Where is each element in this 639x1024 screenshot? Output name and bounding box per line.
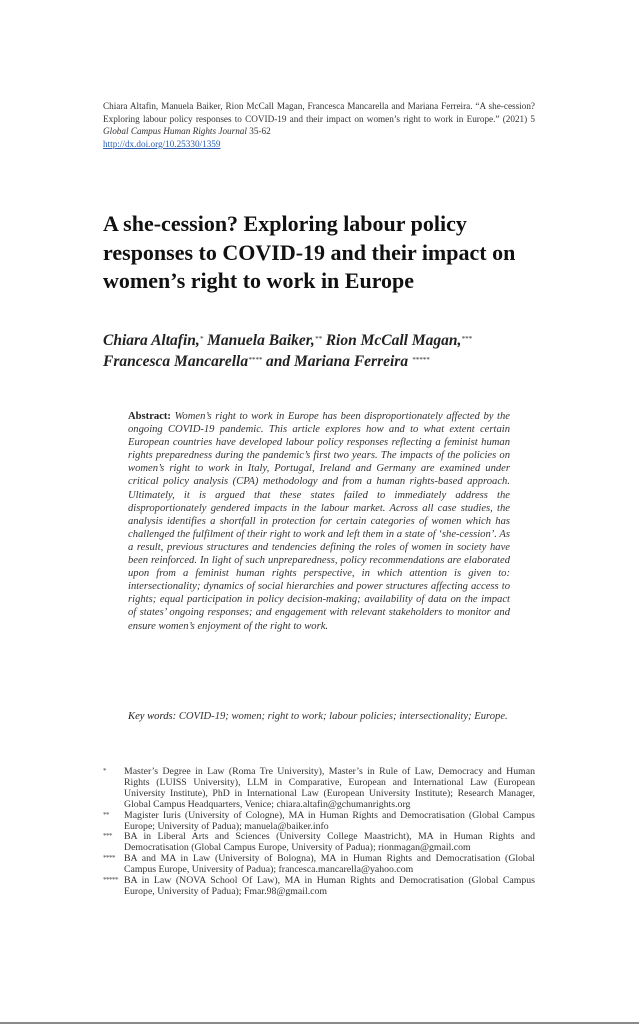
footnote-mark[interactable]: *: [199, 335, 204, 343]
footnote: [103, 876, 535, 898]
citation-text: Chiara Altafin, Manuela Baiker, Rion McCall Magan, Francesca Mancarella and Mariana Ferreira. “A she-cession? Exploring labour policy responses to COVID-19 and their impact on women’s right to work in Europe.” (2021) 5: [103, 101, 535, 124]
keywords: [128, 710, 513, 723]
author-name: and Mariana Ferreira: [265, 353, 409, 370]
keywords-label: Key words:: [128, 711, 177, 722]
footnote-text: BA in Law (NOVA School Of Law), MA in Human Rights and Democratisation (Global Campus Europe, University of Padua); Fmar.98@gmail.com: [124, 875, 535, 897]
footnote-text: BA and MA in Law (University of Bologna), MA in Human Rights and Democratisation (Global Campus Europe, University of Padua); francesca.mancarella@yahoo.com: [124, 853, 535, 876]
footnote-text: Magister Iuris (University of Cologne), MA in Human Rights and Democratisation (Global Campus Europe; University of Padua); manuela@baiker.info: [124, 809, 535, 832]
footnote-mark: *: [103, 767, 106, 775]
keywords-text: COVID-19; women; right to work; labour policies; intersectionality; Europe.: [176, 711, 508, 722]
footnote-mark: ****: [103, 854, 115, 863]
author-name: Manuela Baiker,: [207, 332, 315, 349]
footnote-mark[interactable]: ****: [248, 356, 263, 364]
article-title: A she-cession? Exploring labour policy responses to COVID-19 and their impact on women’s right to work in Europe: [103, 211, 516, 293]
footnote-mark[interactable]: **: [314, 335, 322, 343]
abstract-text: Women’s right to work in Europe has been disproportionately affected by the ongoing COVID-19 pandemic. This article explores how and to what extent certain European countries have developed labour policy responses reflecting a feminist human rights preparedness during the pandemic’s first two years. The impacts of the policies on women’s right to work in Italy, Portugal, Ireland and Germany are examined under critical policy analysis (CPA) methodology and from a human rights-based approach. Ultimately, it is argued that these states failed to immediately address the disproportionately gendered impacts in the labour market. Across all case studies, the analysis identifies a shortfall in protection for certain categories of women which has challenged the fulfilment of their right to work and left them in a state of ‘she-cession’. As a result, previous structures and tendencies defining the roles of women in society have been reinforced. In light of such unpreparedness, policy recommendations are elaborated upon from a feminist human rights perspective, in which attention is given to: intersectionality; dynamics of social hierarchies and power structures affecting access to rights; equal participation in policy decision-making; availability of data on the impact of states’ ongoing responses; and engagement with relevant stakeholders to monitor and ensure women’s enjoyment of the right to work.: [128, 411, 510, 632]
footnote-mark: ***: [103, 832, 112, 841]
footnotes: [103, 767, 535, 898]
footnote: [103, 854, 535, 876]
footnote: [103, 811, 535, 833]
footnote: [103, 767, 535, 811]
citation-journal: Global Campus Human Rights Journal: [103, 126, 247, 137]
author-name: Chiara Altafin,: [103, 332, 200, 349]
citation-block: [103, 100, 535, 150]
author-name: Francesca Mancarella: [103, 353, 249, 370]
footnote-mark: **: [103, 810, 109, 819]
citation-pages: 35-62: [246, 126, 271, 137]
doi-link[interactable]: http://dx.doi.org/10.25330/1359: [103, 138, 221, 149]
author-name: Rion McCall Magan,: [325, 332, 462, 349]
footnote: [103, 832, 535, 854]
footnote-mark[interactable]: *****: [411, 356, 430, 364]
footnote-mark: *****: [103, 876, 118, 885]
author-list: [103, 330, 543, 372]
footnote-mark[interactable]: ***: [461, 335, 472, 343]
footnote-text: BA in Liberal Arts and Sciences (University College Maastricht), MA in Human Rights and Democratisation (Global Campus Europe, University of Padua); rionmagan@gmail.com: [124, 831, 535, 854]
footnote-text: Master’s Degree in Law (Roma Tre University), Master’s in Rule of Law, Democracy and Human Rights (LUISS University), LLM in Comparative, European and International Law (European University Institute), PhD in International Law (European University Institute); Research Manager, Global Campus Headquarters, Venice; chiara.altafin@gchumanrights.org: [124, 766, 535, 810]
abstract-label: Abstract:: [128, 411, 171, 422]
abstract: [128, 410, 510, 633]
